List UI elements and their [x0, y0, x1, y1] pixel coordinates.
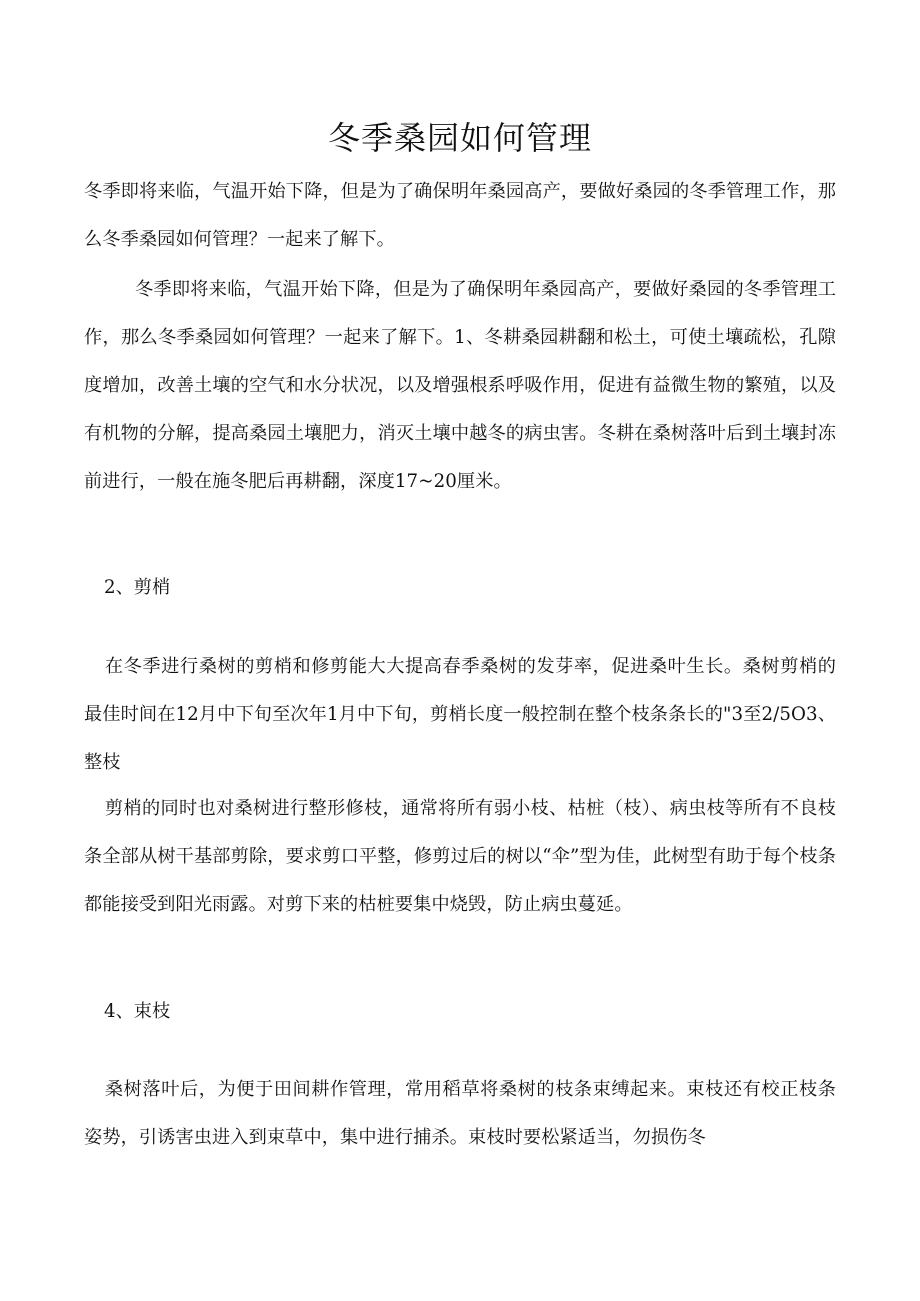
- intro-paragraph: 冬季即将来临，气温开始下降，但是为了确保明年桑园高产，要做好桑园的冬季管理工作，那么冬季桑园如何管理？一起来了解下。: [84, 181, 836, 250]
- pruning-paragraph: 在冬季进行桑树的剪梢和修剪能大大提高春季桑树的发芽率，促进桑叶生长。桑树剪梢的最佳时间在12月中下旬至次年1月中下旬，剪梢长度一般控制在整个枝条条长的"3至2/5O3、整枝: [84, 656, 836, 773]
- bundling-paragraph: 桑树落叶后，为便于田间耕作管理，常用稻草将桑树的枝条束缚起来。束枝还有校正枝条姿势，引诱害虫进入到束草中，集中进行捕杀。束枝时要松紧适当，勿损伤冬: [84, 1079, 836, 1148]
- shaping-paragraph: 剪梢的同时也对桑树进行整形修枝，通常将所有弱小枝、枯桩（枝）、病虫枝等所有不良枝条全部从树干基部剪除，要求剪口平整，修剪过后的树以“伞”型为佳，此树型有助于每个枝条都能接受到阳光雨露。对剪下来的枯桩要集中烧毁，防止病虫蔓延。: [84, 798, 836, 915]
- winter-plowing-paragraph: 冬季即将来临，气温开始下降，但是为了确保明年桑园高产，要做好桑园的冬季管理工作，那么冬季桑园如何管理？一起来了解下。1、冬耕桑园耕翻和松土，可使土壤疏松，孔隙度增加，改善土壤的空气和水分状况，以及增强根系呼吸作用，促进有益微生物的繁殖，以及有机物的分解，提高桑园土壤肥力，消灭土壤中越冬的病虫害。冬耕在桑树落叶后到土壤封冻前进行，一般在施冬肥后再耕翻，深度17~20厘米。: [84, 279, 836, 492]
- document-title: 冬季桑园如何管理: [327, 119, 592, 157]
- bundling-heading: 4、束枝: [104, 1001, 171, 1022]
- pruning-heading: 2、剪梢: [104, 577, 171, 598]
